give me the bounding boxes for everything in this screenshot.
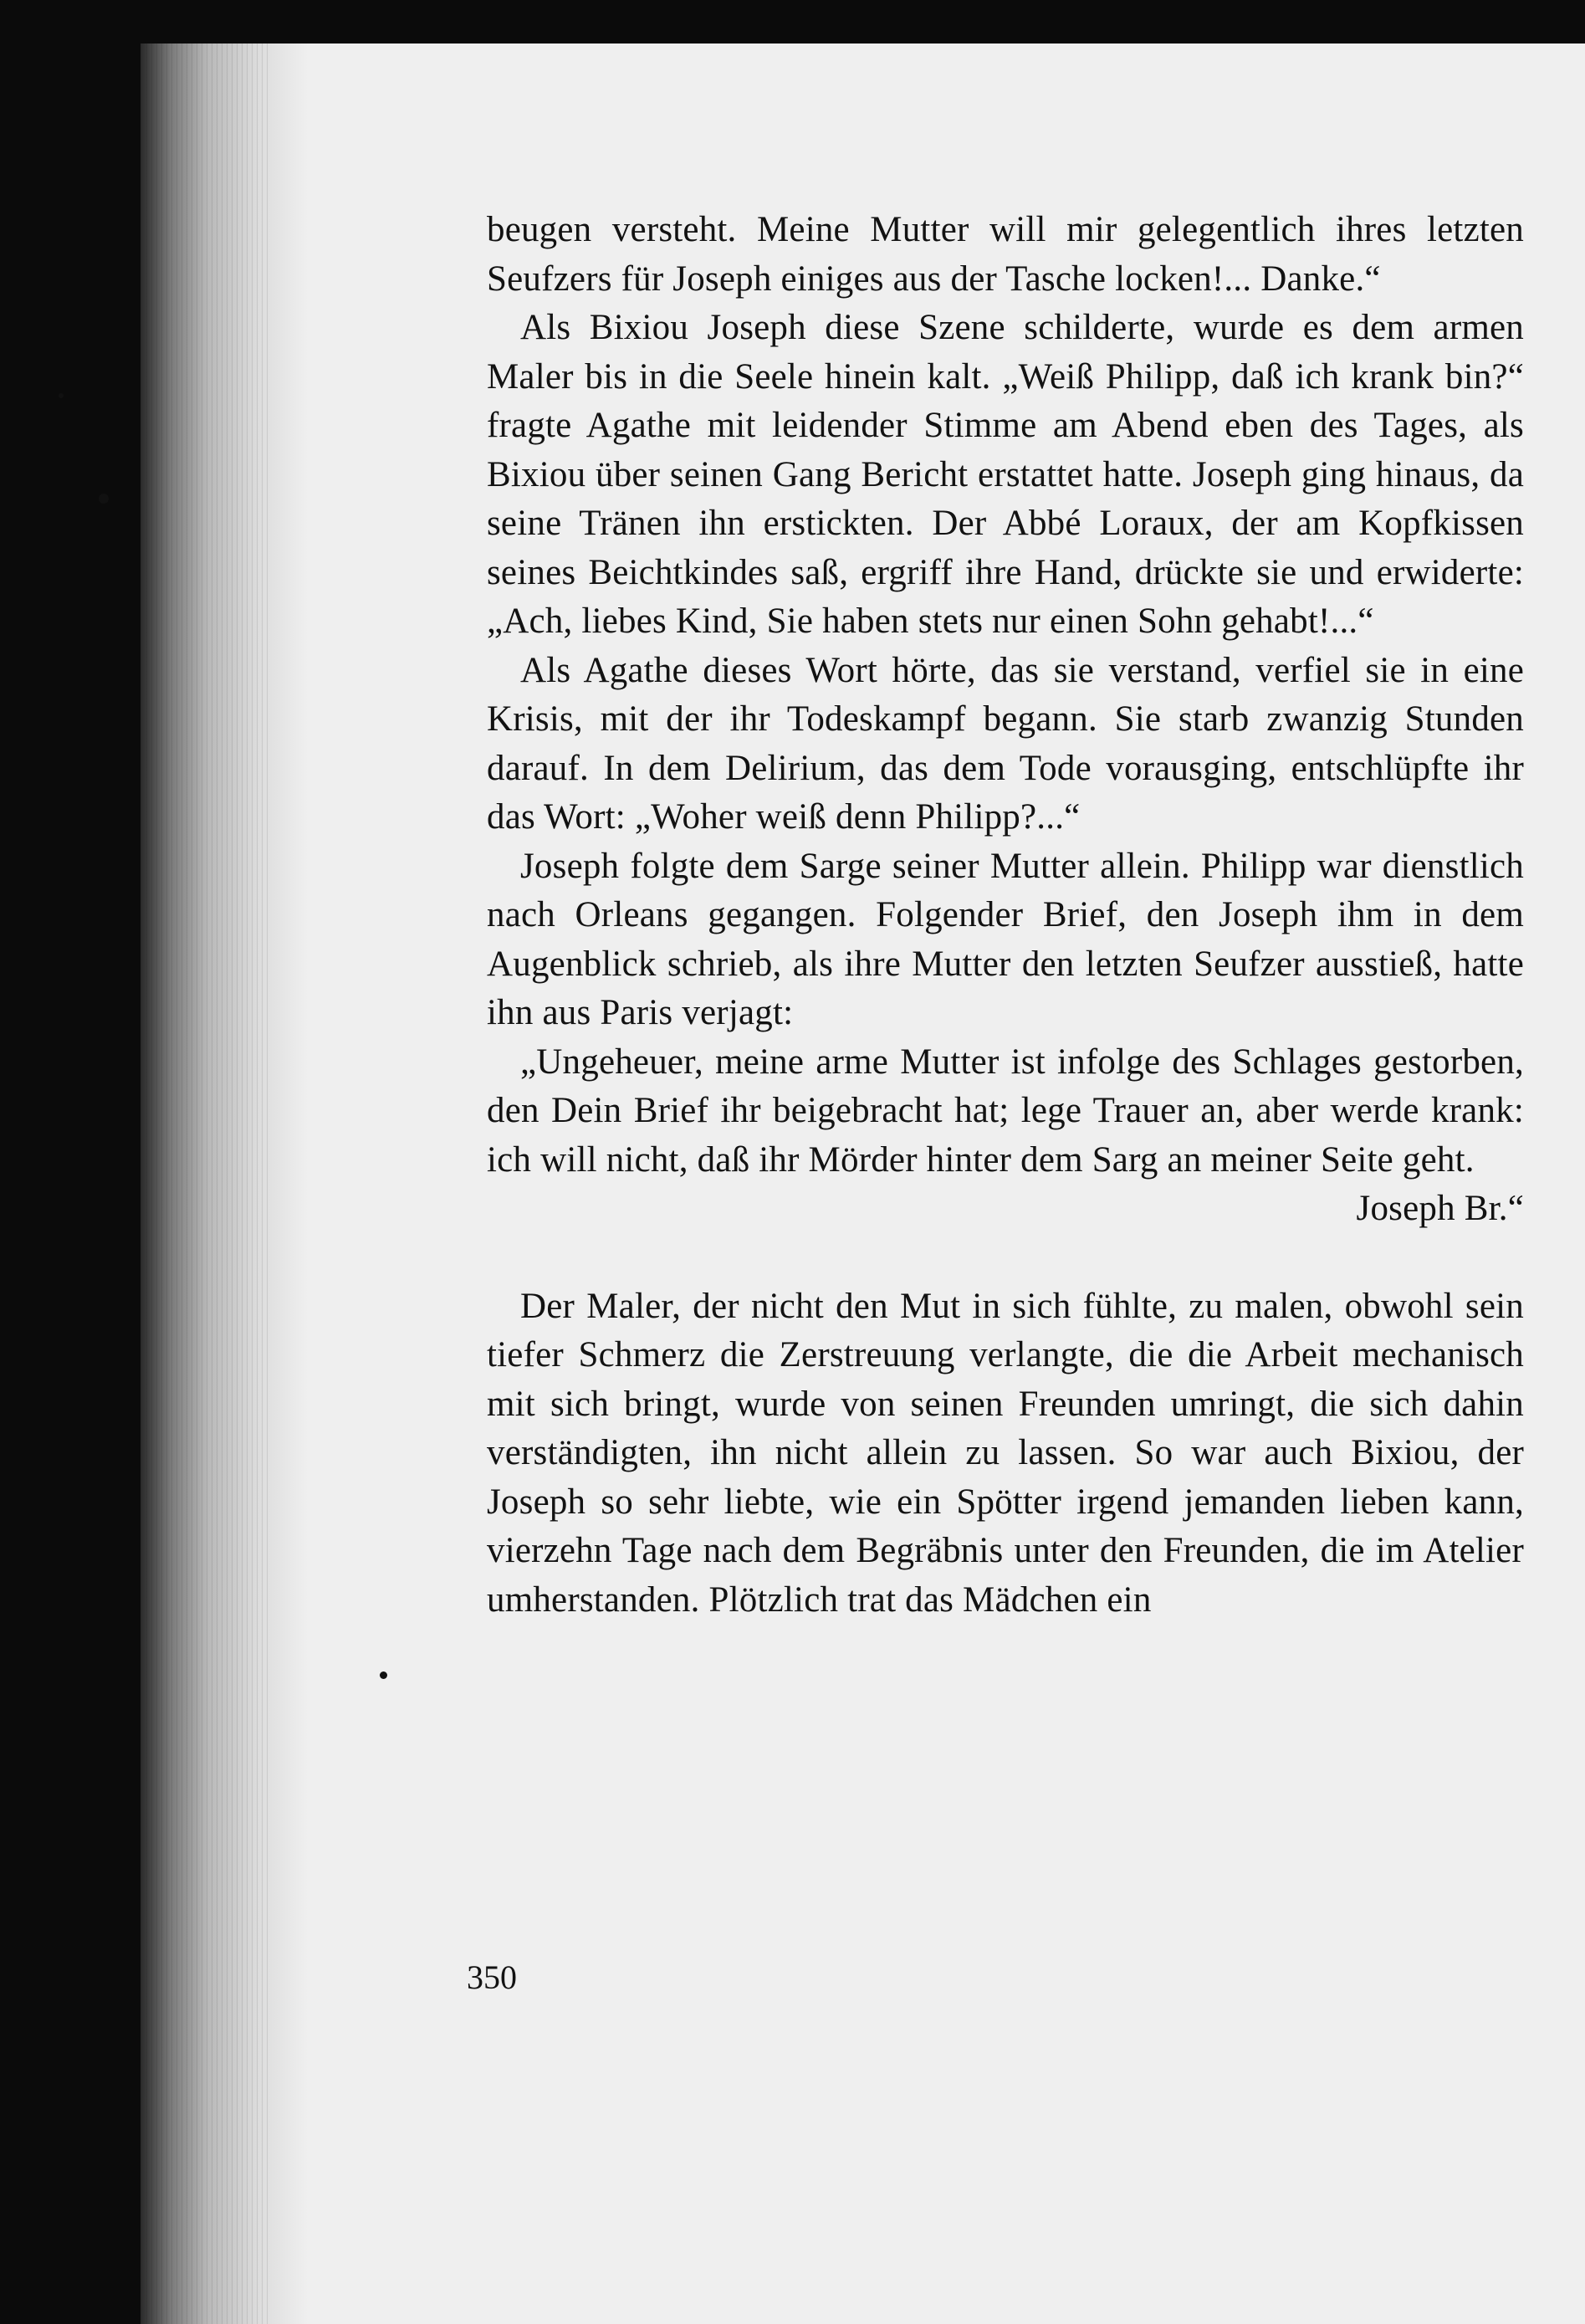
- paragraph-1: beugen versteht. Meine Mutter will mir gelegentlich ihres letzten Seufzers für Joseph einiges aus der Tasche locken!... Danke.“: [487, 210, 1524, 299]
- body-text: [487, 206, 1524, 1625]
- ink-speck: [59, 393, 64, 398]
- section-gap: [487, 1234, 1524, 1282]
- paragraph-after-letter: Der Maler, der nicht den Mut in sich fühlte, zu malen, obwohl sein tiefer Schmerz die Zerstreuung verlangte, die die Arbeit mechanisch mit sich bringt, wurde von seinen Freunden umringt, die sich dahin verständigten, ihn nicht allein zu lassen. So war auch Bixiou, der Joseph so sehr liebte, wie ein Spötter irgend jemanden lieben kann, vierzehn Tage nach dem Begräbnis unter den Freunden, die im Atelier umherstanden. Plötzlich trat das Mädchen ein: [487, 1286, 1524, 1620]
- ink-speck: [99, 494, 109, 504]
- page-number: 350: [467, 1958, 517, 1996]
- page-gutter-texture: [146, 44, 272, 2324]
- paragraph-4: Joseph folgte dem Sarge seiner Mutter allein. Philipp war dienstlich nach Orleans gegangen. Folgender Brief, den Joseph ihm in dem Augenblick schrieb, als ihre Mutter den letzten Seufzer ausstieß, hatte ihn aus Paris verjagt:: [487, 846, 1524, 1032]
- letter-paragraph: „Ungeheuer, meine arme Mutter ist infolge des Schlages gestorben, den Dein Brief ihr beigebracht hat; lege Trauer an, aber werde krank: ich will nicht, daß ihr Mörder hinter dem Sarg an meiner Seite geht.: [487, 1042, 1524, 1180]
- ink-speck: [380, 1671, 387, 1679]
- paragraph-2: Als Bixiou Joseph diese Szene schilderte, wurde es dem armen Maler bis in die Seele hinein kalt. „Weiß Philipp, daß ich krank bin?“ fragte Agathe mit leidender Stimme am Abend eben des Tages, als Bixiou über seinen Gang Bericht erstattet hatte. Joseph ging hinaus, da seine Tränen ihn erstickten. Der Abbé Loraux, der am Kopfkissen seines Beichtkindes saß, ergriff ihre Hand, drückte sie und erwiderte: „Ach, liebes Kind, Sie haben stets nur einen Sohn gehabt!...“: [487, 308, 1524, 641]
- paragraph-3: Als Agathe dieses Wort hörte, das sie verstand, verfiel sie in eine Krisis, mit der ihr Todeskampf begann. Sie starb zwanzig Stunden darauf. In dem Delirium, das dem Tode vorausging, entschlüpfte ihr das Wort: „Woher weiß denn Philipp?...“: [487, 650, 1524, 837]
- letter-signature: Joseph Br.“: [1356, 1189, 1524, 1228]
